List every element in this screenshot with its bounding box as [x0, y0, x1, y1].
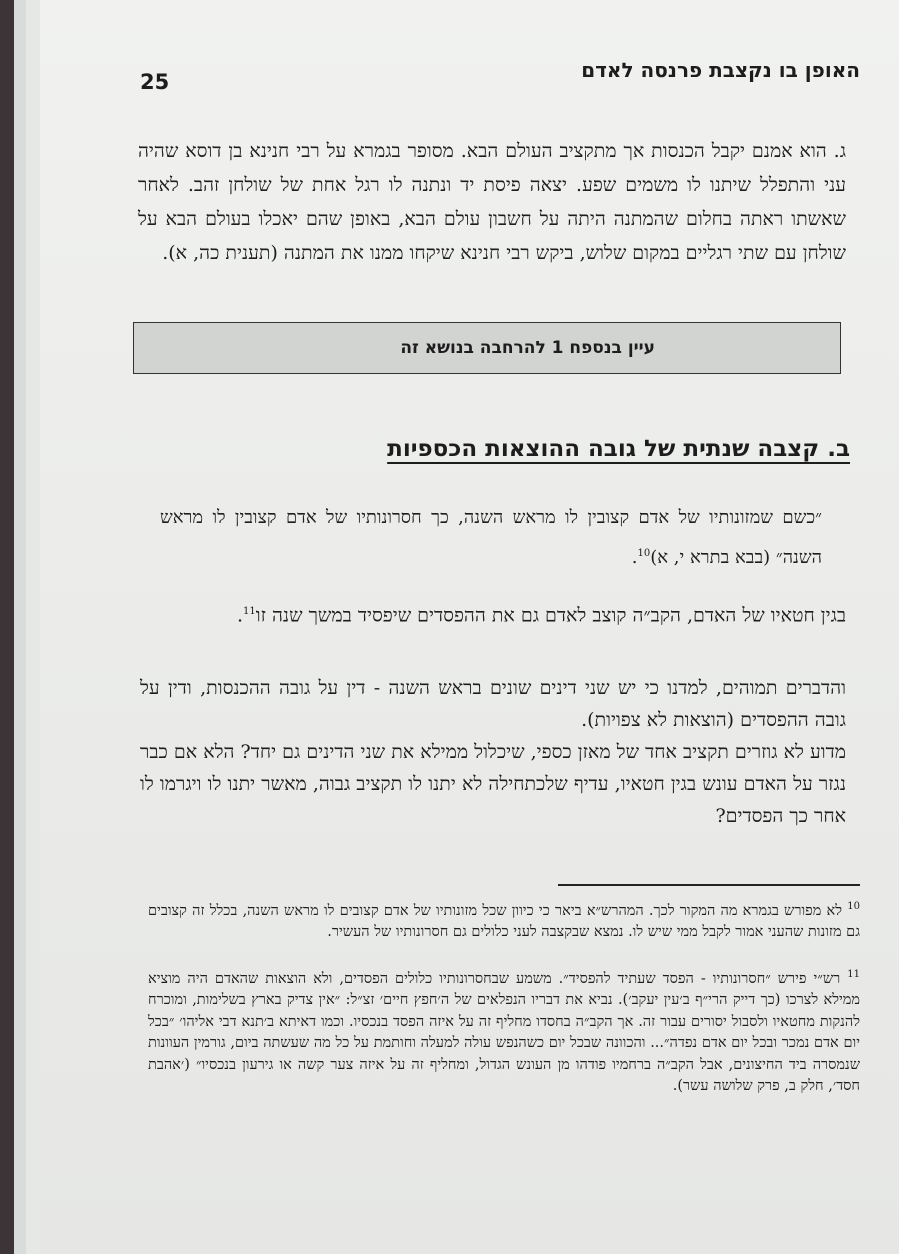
section-b-heading: ב. קצבה שנתית של גובה ההוצאות הכספיות — [387, 436, 850, 462]
appendix-reference-box — [133, 322, 841, 374]
book-page — [40, 0, 899, 1254]
footnote-10 — [148, 896, 860, 944]
footnote-10-number: 10 — [847, 901, 860, 912]
footnote-11 — [148, 964, 860, 1098]
talmud-quote-text: ״כשם שמזונותיו של אדם קצובין לו מראש השנה, כך חסרונותיו של אדם קצובין לו מראש השנה״ (בבא בתרא י, א) — [160, 507, 822, 568]
footnote-11-number: 11 — [847, 969, 861, 980]
section-g-paragraph: ג. הוא אמנם יקבל הכנסות אך מתקציב העולם הבא. מסופר בגמרא על רבי חנינא בן דוסא שהיה עני והתפלל שיתנו לו משמים שפע. יצאה פיסת יד ונתנה לו רגל אחת של שולחן זהב. לאחר שאשתו ראתה בחלום שהמתנה היתה על חשבון עולם הבא, באופן שהם יאכלו בעולם הבא על שולחן עם שתי רגליים במקום שלוש, ביקש רבי חנינא שיקחו ממנו את המתנה (תענית כה, א). — [138, 140, 846, 264]
footnote-11-text: רש״י פירש ״חסרונותיו - הפסד שעתיד להפסיד״. משמע שבחסרונותיו כלולים הפסדים, ולא הוצאות שהאדם היה מוציא ממילא לצרכו (כך דייק הרי״ף ב׳עין יעקב׳). נביא את דבריו הנפלאים של ה׳חפץ חיים׳ זצ״ל: ״אין צדיק בארץ בשלימות, ומוכרח להנקות מחטאיו ולסבול יסורים עבור זה. אך הקב״ה בחסדו מחליף זה על איזה הפסד בנכסיו. וכמו דאיתא ב׳תנא דבי אליהו׳ ״בכל יום אדם נמכר ובכל יום אדם נפדה״... והכוונה שבכל יום כשהנפש עולה למעלה וחותמת על כל מה שעשתה ביום, גורמין העוונות שנמסרה ביד החיצונים, אבל הקב״ה ברחמיו פודהו מן העונש הגדול, ומחליף זה על איזה צער קשה או גירעון בנכסיו״ (׳אהבת חסד׳, חלק ב, פרק שלושה עשר). — [148, 970, 860, 1095]
running-title: האופן בו נקצבת פרנסה לאדם — [581, 58, 860, 82]
footnote-ref-10: 10 — [637, 548, 651, 559]
talmud-quote: ״כשם שמזונותיו של אדם קצובין לו מראש השנה, כך חסרונותיו של אדם קצובין לו מראש השנה״ (בבא בתרא י, א)$^{10}$. — [160, 507, 822, 568]
section-b-paragraph-1-text: בגין חטאיו של האדם, הקב״ה קוצב לאדם גם את ההפסדים שיפסיד במשך שנה זו — [255, 604, 846, 627]
section-b-paragraph-1: בגין חטאיו של האדם, הקב״ה קוצב לאדם גם את ההפסדים שיפסיד במשך שנה זו$^{11}$. — [237, 604, 846, 627]
page-number: 25 — [140, 70, 170, 94]
footnote-10-text: לא מפורש בגמרא מה המקור לכך. המהרש״א ביאר כי כיוון שכל מזונותיו של אדם קצובים לו מראש השנה, בכלל זה קצובים גם מזונות שהעני אמור לקבל ממי שיש לו. נמצא שבקצבה לעני כלולים גם חסרונותיו של העשיר. — [148, 902, 860, 941]
footnote-ref-11: 11 — [243, 606, 256, 617]
section-b-paragraph-3: מדוע לא גוזרים תקציב אחד של מאזן כספי, שיכלול ממילא את שני הדינים גם יחד? הלא אם כבר נגזר על האדם עונש בגין חטאיו, עדיף שלכתחילה לא יתנו לו תקציב גבוה, מאשר יתנו לו ויגרמו לו אחר כך הפסדים? — [140, 741, 846, 827]
section-b-paragraph-2: והדברים תמוהים, למדנו כי יש שני דינים שונים בראש השנה - דין על גובה ההכנסות, ודין על גובה ההפסדים (הוצאות לא צפויות). — [140, 677, 846, 731]
footnote-separator — [558, 884, 860, 886]
appendix-reference-text: עיין בנספח 1 להרחבה בנושא זה — [400, 338, 655, 358]
